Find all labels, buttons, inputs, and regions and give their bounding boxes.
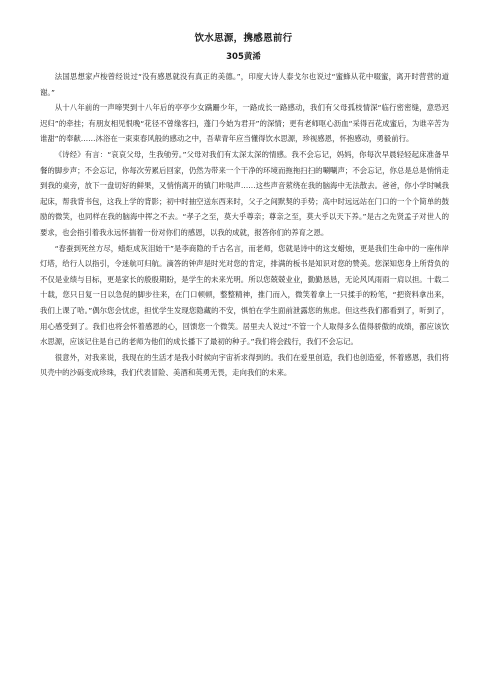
essay-body (40, 69, 449, 381)
paragraph: 从十八年前的一声啼哭到十八年后的亭亭少女蹒跚少年，一路成长一路感动，我们有父母孤枝情深“临行密密缝，意恐迟迟归”的牵挂；有朋友相见恨晚“花径不曾缘客扫，蓬门今始为君开”的深情；更有老师呕心沥血“采得百花成蜜后，为谁辛苦为谁甜”的奉献……沐浴在一束束春风般的感动之中，吾辈青年应当懂得饮水思源，珍视感恩，怀抱感动，勇毅前行。 (40, 103, 449, 144)
paragraph: 很意外，对我来说，我现在的生活才是我小时候向宇宙祈求得到的。我们在爱里创造，我们也创造爱，怀着感恩，我们将贝壳中的沙砾变成珍珠，我们代表冒险、美酒和英勇无畏，走向我们的未来。 (40, 352, 449, 378)
essay-title: 饮水思源，携感恩前行 (194, 33, 293, 44)
essay-author: 305黄浠 (226, 52, 261, 62)
paragraph: 《诗经》有言：“哀哀父母，生我劬劳。”父母对我们有太深太深的情感。我不会忘记，妈妈，你每次早晨轻轻起床准备早餐的脚步声；不会忘记，你每次劳累后回家，仍然为带来一个干净的环境而拖拖扫扫的唰唰声；不会忘记，你总是总是悄悄走到我的桌旁，放下一盘切好的鲜果，又悄悄离开的镇门咔哒声……这些声音萦绕在我的脑海中无法散去。爸爸，你小学时喊我起床，帮我背书包，这我上学的背影；初中时抽空送东西来时，父子之间默契的手势；高中时远远站在门口的一个个简单的鼓励的微笑，也同样在我的脑海中挥之不去。“孝子之至，莫大乎尊亲；尊亲之至，莫大乎以天下养。”是古之先贤孟子对世人的要求，也会指引着我永远怀揣着一份对你们的感恩，以我的成就，报答你们的养育之恩。 (40, 149, 449, 237)
paragraph: 法国思想家卢梭曾经说过“没有感恩就没有真正的美德。”，印度大诗人泰戈尔也说过“蜜蜂从花中啜蜜，离开时营营的道谢。” (40, 72, 449, 97)
paragraph: “春蚕到死丝方尽，蜡炬成灰泪始干”是李商隐的千古名言，而老师，您就是诗中的这支蜡烛，更是我们生命中的一座伟岸灯塔，给行人以指引，令迷航可归航。滴答的钟声是时光对您的肯定，排满的板书是知识对您的赞美。您深知您身上所背负的不仅是业绩与目标，更是家长的殷殷期盼，是学生的未来光明。所以您兢兢业业，勤勤恳恳，无论风风雨雨一肩以担。十载二十载，您只日复一日以急促的脚步往来，在门口顿顿，整整精神，推门而入，微笑着拿上一只揉手的粉笔，“把资料拿出来，我们上课了哈。”偶尔您会忧虑，担忧学生发现您隐藏的不安，惧怕在学生面前泄露您的焦虑。但这些我们都看到了，听到了，用心感受到了。我们也将会怀着感恩的心，回馈您一个微笑。居里夫人说过“不管一个人取得多么值得骄傲的成绩，都应该饮水思源，应该记住是自己的老师为他们的成长播下了最初的种子。”我们将会践行，我们不会忘记。 (40, 243, 449, 347)
